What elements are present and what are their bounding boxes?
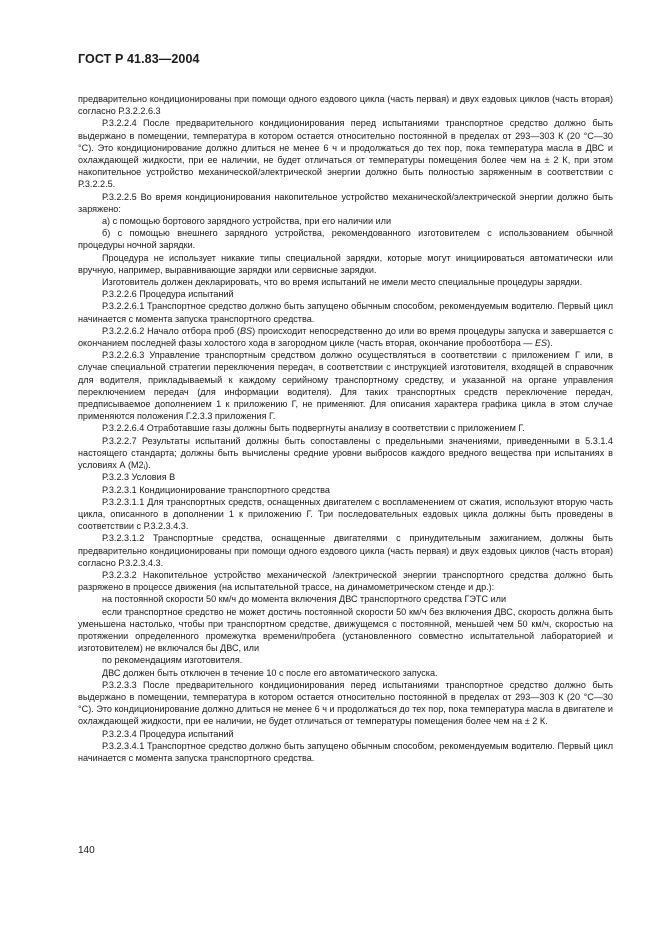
subscript: i xyxy=(143,464,146,472)
paragraph: Р.3.2.2.6.4 Отработавшие газы должны быть подвергнуты анализу в соответствии с приложением Г. xyxy=(102,423,525,434)
italic-term: BS xyxy=(239,325,253,336)
section-heading: Р.3.2.2.6 Процедура испытаний xyxy=(102,289,234,300)
paragraph: ДВС должен быть отключен в течение 10 с после его автоматического запуска. xyxy=(102,667,438,678)
paragraph: если транспортное средство не может достичь постоянной скорости 50 км/ч без включения ДВС, скорость должна быть уменьшена настолько, чтобы при транспортном средстве, движущемся с постоянной, меньшей чем 50 км/ч, скоростью на протяжении определенного промежутка времени/пробега (установленного совместно испытательной лабораторией и изготовителем) не включался бы ДВС, или xyxy=(78,606,613,654)
paragraph: по рекомендациям изготовителя. xyxy=(102,655,243,666)
section-heading: Р.3.2.3 Условия В xyxy=(102,472,176,483)
page-number: 140 xyxy=(78,845,95,856)
paragraph: Р.3.2.2.5 Во время кондиционирования накопительное устройство механической/электрической энергии должно быть заряжено: xyxy=(78,191,613,214)
paragraph: Р.3.2.3.2 Накопительное устройство механической /электрической энергии транспортного средства должно быть разряжено в процессе движения (на испытательной трассе, на динамометрическом стенде и др.): xyxy=(78,569,613,593)
paragraph: Р.3.2.3.4.1 Транспортное средство должно быть запущено обычным способом, рекомендуемым водителю. Первый цикл начинается с момента запуска транспортного средства. xyxy=(78,740,613,763)
paragraph-text: ). xyxy=(145,460,151,471)
paragraph xyxy=(78,435,613,472)
paragraph: Р.3.2.3.1.2 Транспортные средства, оснащенные двигателями с принудительным зажиганием, должны быть предварительно кондиционированы при помощи одного ездового цикла (часть первая) и двух ездовых циклов (часть вторая) согласно Р.3.2.3.4.3. xyxy=(78,533,613,568)
paragraph xyxy=(78,325,613,349)
paragraph: предварительно кондиционированы при помощи одного ездового цикла (часть первая) и двух ездовых циклов (часть вторая) согласно Р.3.2.2.6.3 xyxy=(78,94,613,117)
list-item: б) с помощью внешнего зарядного устройства, рекомендованного изготовителем с использованием обычной процедуры ночной зарядки. xyxy=(78,228,613,251)
page-header: ГОСТ Р 41.83—2004 xyxy=(78,52,200,66)
paragraph: Р.3.2.2.4 После предварительного кондиционирования перед испытаниями транспортное средство должно быть выдержано в помещении, температура в котором остается относительно постоянной в пределах от 293—303 К (20 °С—30 °С). Это кондиционирование должно длиться не менее 6 ч и продолжаться до тех пор, пока температура масла в ДВС и охлаждающей жидкости, при ее наличии, не будет отличаться от температуры помещения более чем на ± 2 К, при этом накопительное устройство механической/электрической энергии должно быть полностью заряженным в соответствии с Р.3.2.2.5. xyxy=(78,118,613,190)
paragraph: на постоянной скорости 50 км/ч до момента включения ДВС транспортного средства ГЭТС или xyxy=(102,594,507,605)
italic-term: ES xyxy=(534,338,548,349)
section-heading: Р.3.2.3.4 Процедура испытаний xyxy=(102,728,234,739)
list-item: а) с помощью бортового зарядного устройства, при его наличии или xyxy=(102,216,392,227)
paragraph-text: Р.3.2.2.6.2 Начало отбора проб ( xyxy=(102,325,240,336)
paragraph-text: ). xyxy=(547,338,553,349)
section-heading: Р.3.2.3.1 Кондиционирование транспортного средства xyxy=(102,484,330,495)
paragraph: Р.3.2.3.1.1 Для транспортных средств, оснащенных двигателем с воспламенением от сжатия, используют вторую часть цикла, описанного в дополнении 1 к приложению Г. Три последовательных ездовых цикла должны быть проведены в соответствии с Р.3.2.3.4.3. xyxy=(78,496,613,532)
body-text xyxy=(78,93,613,764)
paragraph: Процедура не использует никакие типы специальной зарядки, которые могут инициироваться автоматически или вручную, например, выравнивающие зарядки или сервисные зарядки. xyxy=(78,252,613,275)
paragraph: Р.3.2.3.3 После предварительного кондиционирования перед испытаниями транспортное средство должно быть выдержано в помещении, температура в котором остается относительно постоянной в пределах от 293—303 К (20 °С—30 °С). Это кондиционирование должно длиться не менее 6 ч и продолжаться до тех пор, пока температура масла в двигателе и охлаждающей жидкости, при ее наличии, не будет отличаться от температуры помещения более чем на ± 2 К. xyxy=(78,679,613,727)
paragraph: Изготовитель должен декларировать, что во время испытаний не имели место специальные процедуры зарядки. xyxy=(102,277,583,288)
paragraph: Р.3.2.2.6.3 Управление транспортным средством должно осуществляться в соответствии с приложением Г или, в случае специальной стратегии переключения передач, в соответствии с инструкцией изготовителя, входящей в справочник для водителя, прикладываемый к каждому серийному транспортному средству, и указанной на органе управления переключением передач (для информации водителя). Для таких транспортных средств переключение передач, предписываемое дополнением 1 к приложению Г, не применяют. Для описания характера графика цикла в этом случае применяются положения Г.2.3.3 приложения Г. xyxy=(78,350,613,422)
paragraph-text: ) происходит непосредственно до или во время процедуры запуска и завершается с окончанием последней фазы холостого хода в загородном цикле (часть вторая, окончание пробоотбора — xyxy=(78,325,613,349)
paragraph-text: Р.3.2.2.7 Результаты испытаний должны быть сопоставлены с предельными значениями, приведенными в 5.3.1.4 настоящего стандарта; должны быть вычислены средние уровни выбросов каждого вредного вещества при испытаниях в условиях А (М2 xyxy=(78,435,613,471)
paragraph: Р.3.2.2.6.1 Транспортное средство должно быть запущено обычным способом, рекомендуемым водителю. Первый цикл начинается с момента запуска транспортного средства. xyxy=(78,301,613,324)
